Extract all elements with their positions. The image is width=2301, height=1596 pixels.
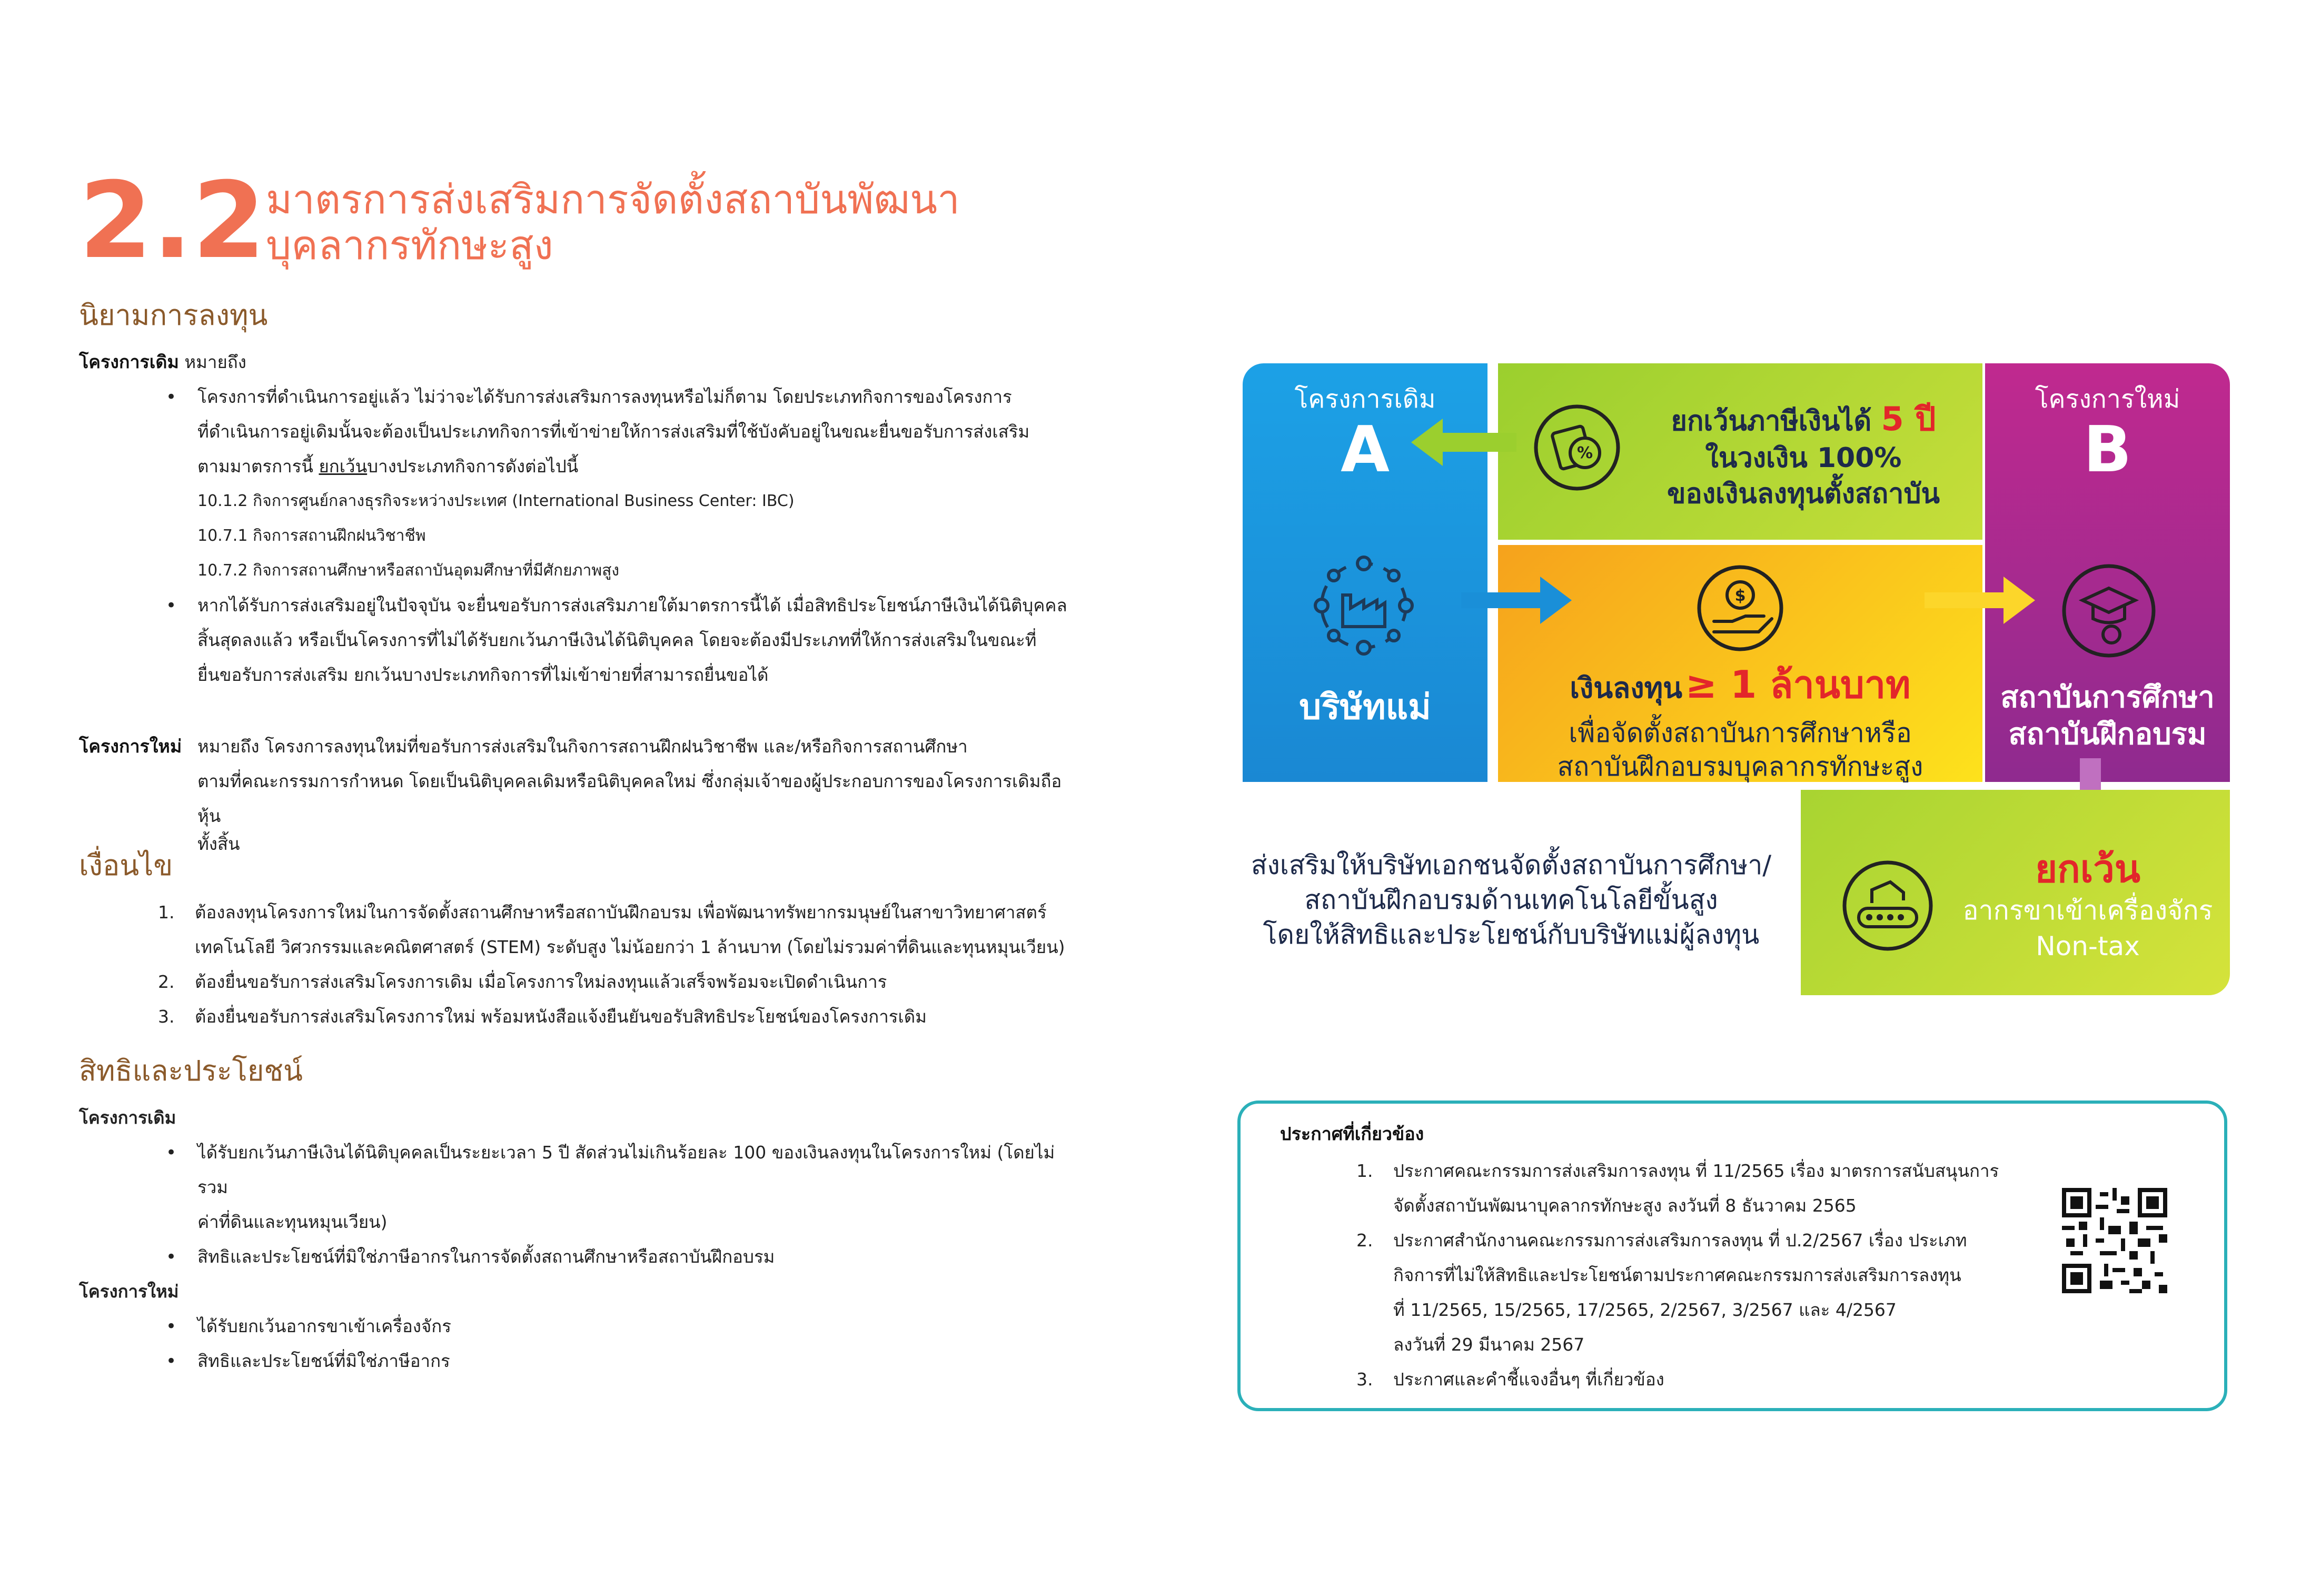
exception-underlined: ยกเว้น [319,456,368,477]
benefits-old-list [161,1135,1077,1274]
tax-years: 5 ปี [1881,400,1936,438]
list-item: • ได้รับยกเว้นอากรขาเข้าเครื่องจักร [161,1309,1077,1344]
sub-item: 10.1.2 กิจการศูนย์กลางธุรกิจระหว่างประเทศ (International Business Center: IBC) [197,492,795,510]
list-item: • หากได้รับการส่งเสริมอยู่ในปัจจุบัน จะยื่นขอรับการส่งเสริมภายใต้มาตรการนี้ได้ เมื่อสิทธิประโยชน์ภาษีเงินได้นิติบุคคล สิ้นสุดลงแล้ว หรือเป็นโครงการที่ไม่ได้รับยกเว้นภาษีเงินได้นิติบุคคล โดยจะต้องมีประเภทที่ให้การส่งเสริมในขณะที่ ยื่นขอรับการส่งเสริม ยกเว้นบางประเภทกิจการที่ไม่เข้าข่ายที่สามารถยื่นขอได้ [161,588,1077,692]
investment-amount: ≥ 1 ล้านบาท [1685,662,1911,707]
sub-item: 10.7.1 กิจการสถานฝึกฝนวิชาชีพ [197,527,426,545]
section-title-line1: มาตรการส่งเสริมการจัดตั้งสถาบันพัฒนา [266,176,960,223]
list-item: 2. ประกาศสำนักงานคณะกรรมการส่งเสริมการลงทุน ที่ ป.2/2567 เรื่อง ประเภท กิจการที่ไม่ให้สิทธิและประโยชน์ตามประกาศคณะกรรมการส่งเสริมการลงทุน ที่ 11/2565, 15/2565, 17/2565, 2/2567, 3/2567 และ 4/2567 ลงวันที่ 29 มีนาคม 2567 [1356,1230,1967,1355]
svg-text:%: % [1576,444,1593,462]
non-tax-text: ยกเว้น อากรขาเข้าเครื่องจักร Non-tax [1962,847,2213,961]
definition-old-block [79,345,1079,692]
qr-code[interactable] [2062,1188,2167,1293]
list-item: 3. ประกาศและคำชี้แจงอื่นๆ ที่เกี่ยวข้อง [1356,1369,1664,1390]
box-b-bottom: สถาบันการศึกษา สถาบันฝึกอบรม [2000,680,2215,751]
box-tax-exemption [1498,363,1982,540]
factory-network-icon [1311,553,1416,658]
benefits-new-list [161,1309,1077,1379]
box-b-label: โครงการใหม่ [2035,384,2180,414]
list-item: • โครงการที่ดำเนินการอยู่แล้ว ไม่ว่าจะได้รับการส่งเสริมการลงทุนหรือไม่ก็ตาม โดยประเภทกิจการของโครงการ ที่ดำเนินการอยู่เดิมนั้นจะต้องเป็นประเภทกิจการที่เข้าข่ายให้การส่งเสริมที่ใช้บังคับอยู่ในขณะยื่นขอรับการส่งเสริม ตามมาตรการนี้ ยกเว้นบางประเภทกิจการดังต่อไปนี้ 10.1.2 กิจการศูนย์กลางธุรกิจระหว่างประเทศ (International Business Center: IBC) 10.7.1 กิจการสถานฝึกฝนวิชาชีพ 10.7.2 กิจการสถานศึกษาหรือสถาบันอุดมศึกษาที่มีศักยภาพสูง [161,380,1077,588]
graduation-gear-icon [2059,561,2159,661]
list-item: • ได้รับยกเว้นภาษีเงินได้นิติบุคคลเป็นระยะเวลา 5 ปี สัดส่วนไม่เกินร้อยละ 100 ของเงินลงทุนในโครงการใหม่ (โดยไม่รวม ค่าที่ดินและทุนหมุนเวียน) [161,1135,1077,1240]
new-project-label: โครงการใหม่ [79,736,182,757]
sub-item: 10.7.2 กิจการสถานศึกษาหรือสถาบันอุดมศึกษาที่มีศักยภาพสูง [197,561,620,580]
box-a-letter: A [1341,413,1390,487]
old-project-line [79,345,1079,380]
investment-text: เงินลงทุน ≥ 1 ล้านบาท เพื่อจัดตั้งสถาบันการศึกษาหรือ สถาบันฝึกอบรมบุคลากรทักษะสูง [1557,662,1923,782]
references-list [1356,1154,2015,1397]
list-item: • สิทธิและประโยชน์ที่มิใช่ภาษีอากร [161,1344,1077,1379]
money-percent-icon [1532,403,1622,492]
benefits-old-label: โครงการเดิม [79,1107,176,1128]
list-item: 2. ต้องยื่นขอรับการส่งเสริมโครงการเดิม เมื่อโครงการใหม่ลงทุนแล้วเสร็จพร้อมจะเปิดดำเนินการ [158,972,887,992]
box-new-project-b [1985,363,2230,782]
old-project-means: หมายถึง [184,352,246,372]
hand-coin-icon [1695,563,1785,653]
new-project-definition: โครงการใหม่ หมายถึง โครงการลงทุนใหม่ที่ขอรับการส่งเสริมในกิจการสถานฝึกฝนวิชาชีพ และ/หรือกิจการสถานศึกษา ตามที่คณะกรรมการกำหนด โดยเป็นนิติบุคคลเดิมหรือนิติบุคคลใหม่ ซึ่งกลุ่มเจ้าของผู้ประกอบการของโครงการเดิมถือหุ้น ทั้งสิ้น [79,729,1079,855]
list-item: 1. ต้องลงทุนโครงการใหม่ในการจัดตั้งสถานศึกษาหรือสถาบันฝึกอบรม เพื่อพัฒนาทรัพยากรมนุษย์ในสาขาวิทยาศาสตร์ เทคโนโลยี วิศวกรรมและคณิตศาสตร์ (STEM) ระดับสูง ไม่น้อยกว่า 1 ล้านบาท (โดยไม่รวมค่าที่ดินและทุนหมุนเวียน) [158,902,1065,957]
arrow-left-icon [1411,416,1516,469]
references-heading: ประกาศที่เกี่ยวข้อง [1280,1124,1424,1145]
box-non-tax [1801,790,2230,995]
benefits-block [79,1101,1079,1379]
section-title-line2: บุคลากรทักษะสูง [266,222,553,269]
conditions-heading: เงื่อนไข [79,849,173,882]
old-project-bullets [161,380,1077,692]
svg-text:$: $ [1734,587,1746,605]
benefits-new-label: โครงการใหม่ [79,1281,179,1302]
promotion-text: ส่งเสริมให้บริษัทเอกชนจัดตั้งสถาบันการศึกษา/ สถาบันฝึกอบรมด้านเทคโนโลยีขั้นสูง โดยให้สิทธิและประโยชน์กับบริษัทแม่ผู้ลงทุน [1251,850,1772,950]
list-item: • สิทธิและประโยชน์ที่มิใช่ภาษีอากรในการจัดตั้งสถานศึกษาหรือสถาบันฝึกอบรม [161,1240,1077,1274]
list-item: 1. ประกาศคณะกรรมการส่งเสริมการลงทุน ที่ 11/2565 เรื่อง มาตรการสนับสนุนการ จัดตั้งสถาบันพัฒนาบุคลากรทักษะสูง ลงวันที่ 8 ธันวาคม 2565 [1356,1161,1999,1216]
references-box [1237,1101,2227,1411]
box-b-letter: B [2083,413,2132,487]
arrow-right-blue-icon [1461,574,1572,627]
list-item: 3. ต้องยื่นขอรับการส่งเสริมโครงการใหม่ พร้อมหนังสือแจ้งยืนยันขอรับสิทธิประโยชน์ของโครงการเดิม [158,1006,927,1027]
section-title [266,176,1056,269]
box-a-label: โครงการเดิม [1294,384,1436,414]
tax-exemption-text: ยกเว้นภาษีเงินได้ 5 ปี ในวงเงิน 100% ของเงินลงทุนตั้งสถาบัน [1667,400,1940,510]
box-a-bottom: บริษัทแม่ [1299,687,1431,727]
definition-heading: นิยามการลงทุน [79,299,268,332]
old-project-label: โครงการเดิม [79,352,179,373]
benefits-heading: สิทธิและประโยชน์ [79,1054,303,1087]
conditions-list [158,895,1079,1034]
arrow-right-yellow-icon [1925,574,2035,627]
conveyor-robot-icon [1840,858,1935,953]
section-number: 2.2 [79,160,266,282]
